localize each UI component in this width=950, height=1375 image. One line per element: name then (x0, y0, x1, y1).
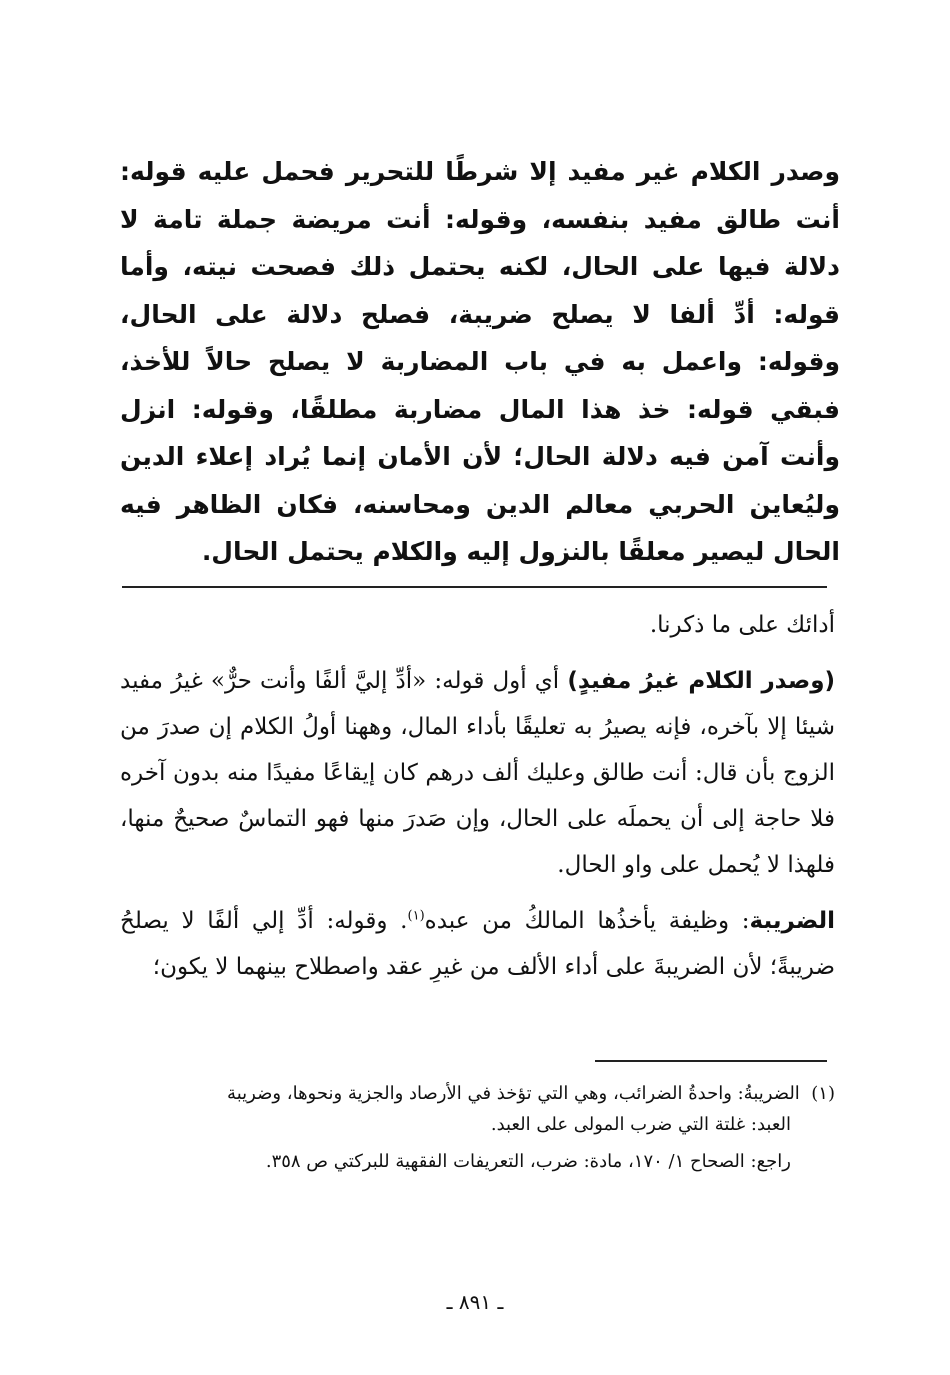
section-divider (122, 586, 827, 588)
page-number: ـ ٨٩١ ـ (446, 1290, 504, 1314)
footnote-1-line-2: العبد: غلتة التي ضرب المولى على العبد. (490, 1114, 791, 1135)
commentary-paragraph-2 (120, 658, 835, 888)
footnote-marker: (١) (811, 1083, 835, 1104)
definition-text: : وظيفة يأخذُها المالكُ من عبده (424, 908, 750, 934)
footnote-1-line-1 (120, 1078, 835, 1109)
footnote-divider (595, 1060, 827, 1062)
commentary-paragraph-1: أدائك على ما ذكرنا. (649, 612, 835, 638)
footnote-text: الضريبةُ: واحدةُ الضرائب، وهي التي تؤخذ في الأرصاد والجزية ونحوها، وضريبة (227, 1083, 800, 1104)
footnote-1-line-3: راجع: الصحاح ١/ ١٧٠، مادة: ضرب، التعريفات الفقهية للبركتي ص ٣٥٨. (265, 1151, 791, 1172)
footnote-reference: (١) (407, 908, 425, 924)
definition-term: الضريبة (749, 908, 836, 934)
definition-text-continued: . وقوله: أدِّ إلي ألفًا لا يصلحُ ضريبةً؛ لأن الضريبةَ على أداء الألف من غيرِ عقد واصطلاح بينهما لا يكون؛ (120, 908, 835, 980)
commentary-term: (وصدر الكلام غيرُ مفيدٍ) (567, 668, 836, 694)
commentary-block (120, 602, 835, 1000)
main-text-block (120, 148, 840, 576)
commentary-paragraph-3 (120, 898, 835, 990)
main-text: وصدر الكلام غير مفيد إلا شرطًا للتحرير فحمل عليه قوله: أنت طالق مفيد بنفسه، وقوله: أنت مريضة جملة تامة لا دلالة فيها على الحال، لكنه يحتمل ذلك فصحت نيته، وأما قوله: أدِّ ألفا لا يصلح ضريبة، فصلح دلالة على الحال، وقوله: واعمل به في باب المضاربة لا يصلح حالاً للأخذ، فبقي قوله: خذ هذا المال مضاربة مطلقًا، وقوله: انزل وأنت آمن فيه دلالة الحال؛ لأن الأمان إنما يُراد إعلاء الدين وليُعاين الحربي معالم الدين ومحاسنه، فكان الظاهر فيه الحال ليصير معلقًا بالنزول إليه والكلام يحتمل الحال. (120, 157, 840, 566)
commentary-text: أي أول قوله: «أدِّ إليَّ ألفًا وأنت حرٌّ» غيرُ مفيد شيئا إلا بآخره، فإنه يصيرُ به تعليقًا بأداء المال، وههنا أولُ الكلام إن صدرَ من الزوج بأن قال: أنت طالق وعليك ألف درهم كان إيقاعًا مفيدًا منه بدون آخره فلا حاجة إلى أن يحملَه على الحال، وإن صَدرَ منها فهو التماسٌ صحيحٌ منها، فلهذا لا يُحمل على واو الحال. (120, 668, 835, 878)
footnotes-block (120, 1078, 835, 1177)
